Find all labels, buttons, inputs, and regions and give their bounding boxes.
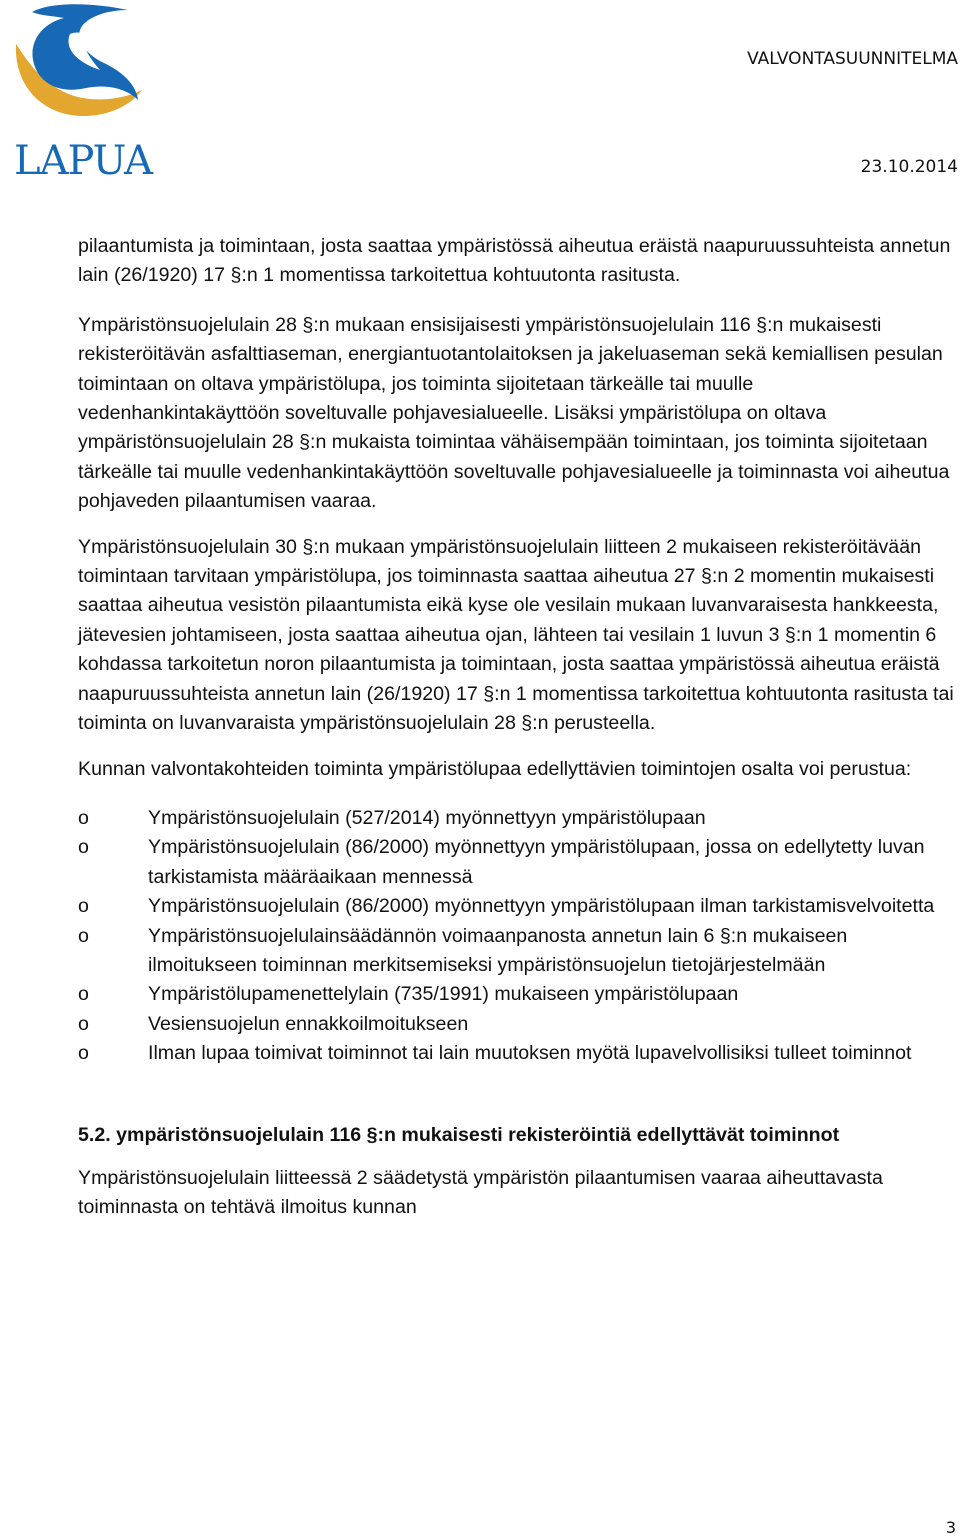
list-item-text: Ympäristönsuojelulain (86/2000) myönnettyyn ympäristölupaan, jossa on edellytetty luvan tarkistamista määräaikaan mennessä xyxy=(148,836,925,888)
paragraph: Ympäristönsuojelulain liitteessä 2 säädetystä ympäristön pilaantumisen vaaraa aiheuttavasta toiminnasta on tehtävä ilmoitus kunnan xyxy=(78,1166,883,1219)
list-item-text: Ympäristönsuojelulain (86/2000) myönnettyyn ympäristölupaan ilman tarkistamisvelvoitetta xyxy=(148,895,935,918)
document-title: VALVONTASUUNNITELMA xyxy=(747,49,958,69)
list-item xyxy=(78,1039,960,1068)
list-item xyxy=(78,833,960,892)
page-number: 3 xyxy=(945,1518,956,1537)
bullet: o xyxy=(78,1012,89,1035)
bullet: o xyxy=(78,806,89,829)
logo-text: LAPUA xyxy=(14,138,153,184)
document-body xyxy=(78,232,960,1223)
list-item xyxy=(78,892,960,921)
lapua-logo xyxy=(10,4,153,184)
paragraph: Ympäristönsuojelulain 30 §:n mukaan ympäristönsuojelulain liitteen 2 mukaiseen rekisteröitävään toimintaan tarvitaan ympäristölupa, jos toiminnasta saattaa aiheutua 27 §:n 2 momentin mukaisesti saattaa aiheutua vesistön pilaantumista eikä kyse ole vesilain mukaan luvanvaraisesta hankkeesta, jätevesien johtamiseen, josta saattaa aiheutua ojan, lähteen tai vesilain 1 luvun 3 §:n 1 momentin 6 kohdassa tarkoitetun noron pilaantumista ja toimintaan, josta saattaa ympäristössä aiheutua eräistä naapuruussuhteista annetun lain (26/1920) 17 §:n 1 momentissa tarkoitettua kohtuutonta rasitusta tai toiminta on luvanvaraista ympäristönsuojelulain 28 §:n perusteella. xyxy=(78,535,954,735)
section-heading: 5.2. ympäristönsuojelulain 116 §:n mukaisesti rekisteröintiä edellyttävät toiminnot xyxy=(78,1123,840,1146)
list-item-text: Ympäristönsuojelulain (527/2014) myönnettyyn ympäristölupaan xyxy=(148,806,706,829)
paragraph: Ympäristönsuojelulain 28 §:n mukaan ensisijaisesti ympäristönsuojelulain 116 §:n mukaisesti rekisteröitävän asfalttiaseman, energiantuotantolaitoksen ja jakeluaseman sekä kemiallisen pesulan toimintaan on oltava ympäristölupa, jos toiminta sijoitetaan tärkeälle tai muulle vedenhankintakäyttöön soveltuvalle pohjavesialueelle. Lisäksi ympäristölupa on oltava ympäristönsuojelulain 28 §:n mukaista toimintaa vähäisempään toimintaan, jos toiminta sijoitetaan tärkeälle tai muulle vedenhankintakäyttöön soveltuvalle pohjavesialueelle ja toiminnasta voi aiheutua pohjaveden pilaantumisen vaaraa. xyxy=(78,313,950,513)
lapua-emblem-icon xyxy=(10,4,150,139)
list-item-text: Ympäristölupamenettelylain (735/1991) mukaiseen ympäristölupaan xyxy=(148,983,739,1006)
bullet: o xyxy=(78,983,89,1006)
paragraph: pilaantumista ja toimintaan, josta saattaa ympäristössä aiheutua eräistä naapuruussuhteista annetun lain (26/1920) 17 §:n 1 momentissa tarkoitettua kohtuutonta rasitusta. xyxy=(78,235,951,287)
list-item xyxy=(78,804,960,833)
bullet: o xyxy=(78,1042,89,1065)
paragraph: Kunnan valvontakohteiden toiminta ympäristölupaa edellyttävien toimintojen osalta voi perustua: xyxy=(78,757,912,780)
bullet: o xyxy=(78,836,89,859)
list-item-text: Vesiensuojelun ennakkoilmoitukseen xyxy=(148,1012,469,1035)
list-item xyxy=(78,922,960,981)
list-item xyxy=(78,1010,960,1039)
list-item-text: Ilman lupaa toimivat toiminnot tai lain muutoksen myötä lupavelvollisiksi tulleet toiminnot xyxy=(148,1042,912,1065)
bullet: o xyxy=(78,924,89,947)
list-item-text: Ympäristönsuojelulainsäädännön voimaanpanosta annetun lain 6 §:n mukaiseen ilmoitukseen toiminnan merkitsemiseksi ympäristönsuojelun tietojärjestelmään xyxy=(148,924,848,976)
list-item xyxy=(78,980,960,1009)
document-date: 23.10.2014 xyxy=(860,157,958,177)
bullet: o xyxy=(78,895,89,918)
permit-basis-list xyxy=(78,804,960,1069)
